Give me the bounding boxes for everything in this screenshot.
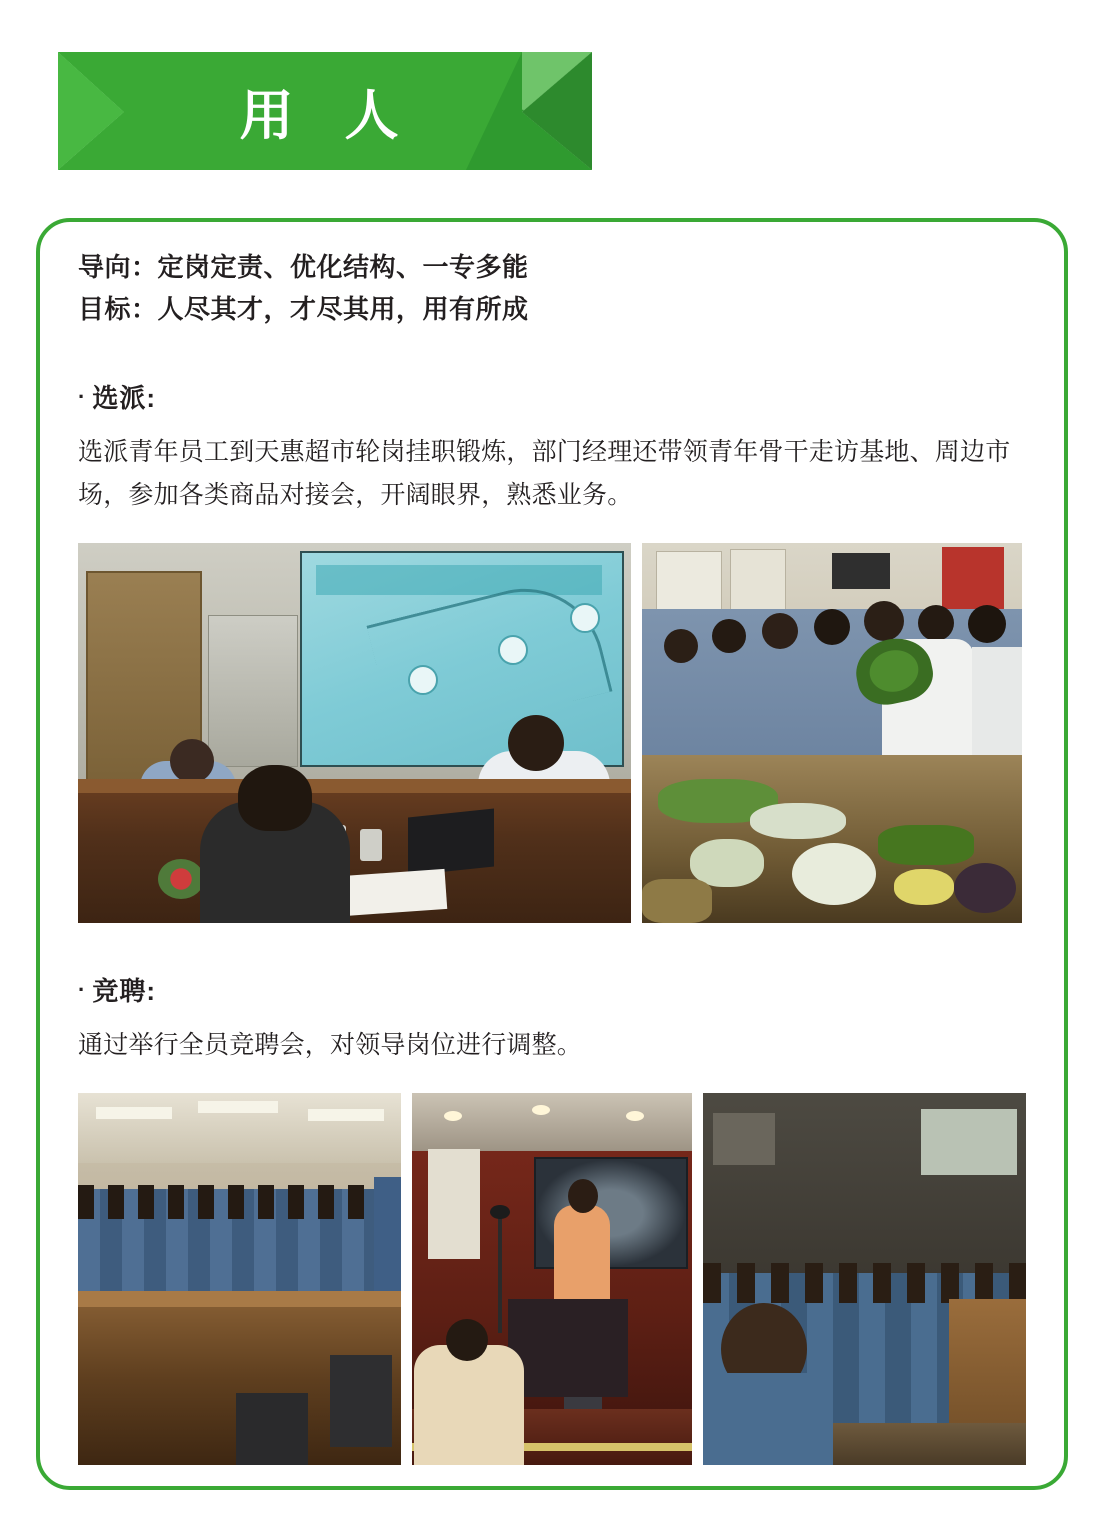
content-card <box>36 218 1068 1490</box>
photo-meeting-projector <box>78 543 631 923</box>
section-heading-competition <box>78 971 1026 1008</box>
photo-row-selection <box>78 543 1026 923</box>
photo-conference-hall <box>78 1093 401 1465</box>
section-heading-competition-label: 竞聘: <box>92 976 156 1007</box>
headline-line-1: 导向：定岗定责、优化结构、一专多能 <box>78 252 529 282</box>
photo-audience-seating <box>703 1093 1026 1465</box>
page-banner <box>36 52 592 170</box>
bullet-dot-icon: · <box>78 977 87 1003</box>
photo-speech-stage <box>412 1093 692 1465</box>
section-body-selection: 选派青年员工到天惠超市轮岗挂职锻炼，部门经理还带领青年骨干走访基地、周边市场，参加各类商品对接会，开阔眼界，熟悉业务。 <box>78 438 1011 510</box>
photo-vegetable-display <box>642 543 1022 923</box>
section-body-competition: 通过举行全员竞聘会，对领导岗位进行调整。 <box>78 1031 583 1060</box>
bullet-dot-icon: · <box>78 384 87 410</box>
card-inner <box>78 246 1026 1465</box>
headline-block <box>78 246 1026 330</box>
banner-title: 用 人 <box>239 85 417 146</box>
headline-line-2: 目标：人尽其才，才尽其用，用有所成 <box>78 294 529 325</box>
section-heading-selection <box>78 378 1026 415</box>
photo-row-competition <box>78 1093 1026 1465</box>
section-heading-selection-label: 选派: <box>92 383 156 414</box>
